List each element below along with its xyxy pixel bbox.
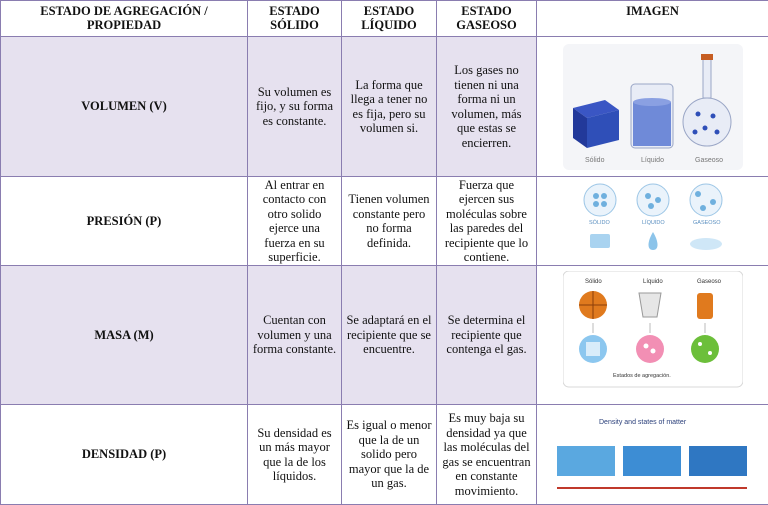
label-solid: Sólido <box>585 279 602 285</box>
pressure-states-illustration <box>568 180 738 262</box>
label-gas: Gaseoso <box>695 157 723 164</box>
glass-icon <box>639 293 661 317</box>
gas-particles-icon <box>691 335 719 363</box>
cell-liquid: Tienen volumen constante pero no forma definida. <box>342 177 437 266</box>
mass-states-illustration <box>563 271 743 399</box>
label-solid: Sólido <box>585 157 605 164</box>
solid-cube-icon <box>573 100 619 148</box>
gas-canister-icon <box>697 293 713 319</box>
table-row <box>1 266 768 405</box>
header-liquid: ESTADO LÍQUIDO <box>342 1 437 37</box>
property-volume: VOLUMEN (V) <box>1 37 248 177</box>
liquid-beaker-icon <box>631 84 673 148</box>
cell-gas: Se determina el recipiente que contenga el gas. <box>437 266 537 405</box>
ice-cube-icon <box>590 234 610 248</box>
vapor-cloud-icon <box>690 238 722 250</box>
liquid-particles-icon <box>636 335 664 363</box>
label-liquid: Líquido <box>643 279 663 285</box>
property-mass: MASA (M) <box>1 266 248 405</box>
cell-solid: Al entrar en contacto con otro solido ejerce una fuerza en su superficie. <box>248 177 342 266</box>
header-image: IMAGEN <box>537 1 768 37</box>
label-gas: Gaseoso <box>697 279 722 285</box>
water-drop-icon <box>648 232 657 250</box>
cell-gas: Fuerza que ejercen sus moléculas sobre las paredes del recipiente que lo contiene. <box>437 177 537 266</box>
cell-liquid: Se adaptará en el recipiente que se encuentre. <box>342 266 437 405</box>
table-row <box>1 37 768 177</box>
table-row <box>1 405 768 505</box>
cell-gas: Es muy baja su densidad ya que las moléculas del gas se encuentran en constante movimiento. <box>437 405 537 505</box>
property-density: DENSIDAD (P) <box>1 405 248 505</box>
cell-solid: Cuentan con volumen y una forma constante. <box>248 266 342 405</box>
image-density <box>537 405 768 505</box>
property-pressure: PRESIÓN (P) <box>1 177 248 266</box>
header-gas: ESTADO GASEOSO <box>437 1 537 37</box>
liquid-block-icon <box>623 446 681 476</box>
image-title: Density and states of matter <box>599 419 687 426</box>
solid-block-icon <box>557 446 615 476</box>
label-liquid: LÍQUIDO <box>642 219 665 226</box>
table-row <box>1 177 768 266</box>
header-property: ESTADO DE AGREGACIÓN / PROPIEDAD <box>1 1 248 37</box>
label-liquid: Líquido <box>641 157 664 164</box>
image-pressure <box>537 177 768 266</box>
cell-solid: Su volumen es fijo, y su forma es constante. <box>248 37 342 177</box>
label-gas: GASEOSO <box>693 220 721 226</box>
image-volume <box>537 37 768 177</box>
cell-liquid: La forma que llega a tener no es fija, pero su volumen si. <box>342 37 437 177</box>
image-mass <box>537 266 768 405</box>
table-header <box>1 1 768 37</box>
gas-block-icon <box>689 446 747 476</box>
header-solid: ESTADO SÓLIDO <box>248 1 342 37</box>
cell-solid: Su densidad es un más mayor que la de los líquidos. <box>248 405 342 505</box>
label-solid: SÓLIDO <box>589 219 611 226</box>
cell-gas: Los gases no tienen ni una forma ni un volumen, más que estas se encierren. <box>437 37 537 177</box>
volume-states-illustration <box>563 44 743 170</box>
density-states-illustration <box>553 410 753 500</box>
image-caption: Estados de agregación. <box>613 373 671 379</box>
cell-liquid: Es igual o menor que la de un solido pero mayor que la de un gas. <box>342 405 437 505</box>
